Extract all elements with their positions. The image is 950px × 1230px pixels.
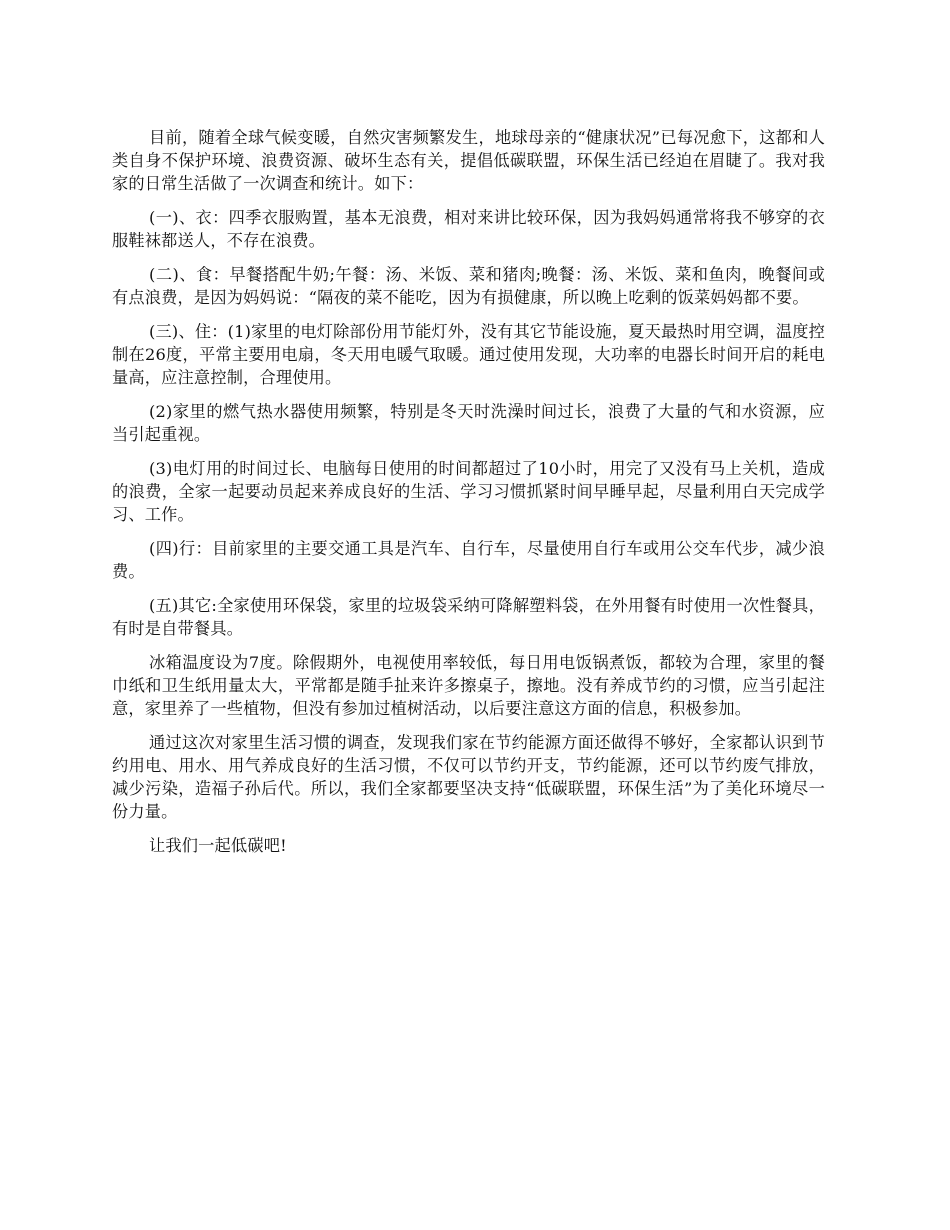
paragraph-housing-2: (2)家里的燃气热水器使用频繁，特别是冬天时洗澡时间过长，浪费了大量的气和水资源，应当引起重视。 (112, 402, 825, 444)
paragraph-other: (五)其它:全家使用环保袋，家里的垃圾袋采纳可降解塑料袋，在外用餐有时使用一次性餐具，有时是自带餐具。 (112, 596, 825, 638)
paragraph-housing-1: (三)、住：(1)家里的电灯除部份用节能灯外，没有其它节能设施，夏天最热时用空调，温度控制在26度，平常主要用电扇，冬天用电暖气取暖。通过使用发现，大功率的电器长时间开启的耗电量高，应注意控制，合理使用。 (112, 322, 825, 387)
paragraph-transport: (四)行：目前家里的主要交通工具是汽车、自行车，尽量使用自行车或用公交车代步，减少浪费。 (112, 539, 825, 581)
paragraph-intro: 目前，随着全球气候变暖，自然灾害频繁发生，地球母亲的“健康状况”已每况愈下，这都和人类自身不保护环境、浪费资源、破坏生态有关，提倡低碳联盟，环保生活已经迫在眉睫了。我对我家的日常生活做了一次调查和统计。如下： (112, 128, 825, 193)
paragraph-food: (二)、食：早餐搭配牛奶;午餐：汤、米饭、菜和猪肉;晚餐：汤、米饭、菜和鱼肉，晚餐间或有点浪费，是因为妈妈说：“隔夜的菜不能吃，因为有损健康，所以晚上吃剩的饭菜妈妈都不要。 (112, 265, 825, 307)
paragraph-housing-3: (3)电灯用的时间过长、电脑每日使用的时间都超过了10小时，用完了又没有马上关机，造成的浪费，全家一起要动员起来养成良好的生活、学习习惯抓紧时间早睡早起，尽量利用白天完成学习、工作。 (112, 459, 825, 524)
document-body (112, 126, 825, 868)
paragraph-fridge: 冰箱温度设为7度。除假期外，电视使用率较低，每日用电饭锅煮饭，都较为合理，家里的餐巾纸和卫生纸用量太大，平常都是随手扯来许多擦桌子，擦地。没有养成节约的习惯，应当引起注意，家里养了一些植物，但没有参加过植树活动，以后要注意这方面的信息，积极参加。 (112, 653, 825, 718)
paragraph-conclusion: 通过这次对家里生活习惯的调查，发现我们家在节约能源方面还做得不够好，全家都认识到节约用电、用水、用气养成良好的生活习惯，不仅可以节约开支，节约能源，还可以节约废气排放，减少污染，造福子孙后代。所以，我们全家都要坚决支持“低碳联盟，环保生活”为了美化环境尽一份力量。 (112, 733, 825, 821)
paragraph-closing: 让我们一起低碳吧! (149, 836, 287, 855)
paragraph-clothing: (一)、衣：四季衣服购置，基本无浪费，相对来讲比较环保，因为我妈妈通常将我不够穿的衣服鞋袜都送人，不存在浪费。 (112, 208, 825, 250)
